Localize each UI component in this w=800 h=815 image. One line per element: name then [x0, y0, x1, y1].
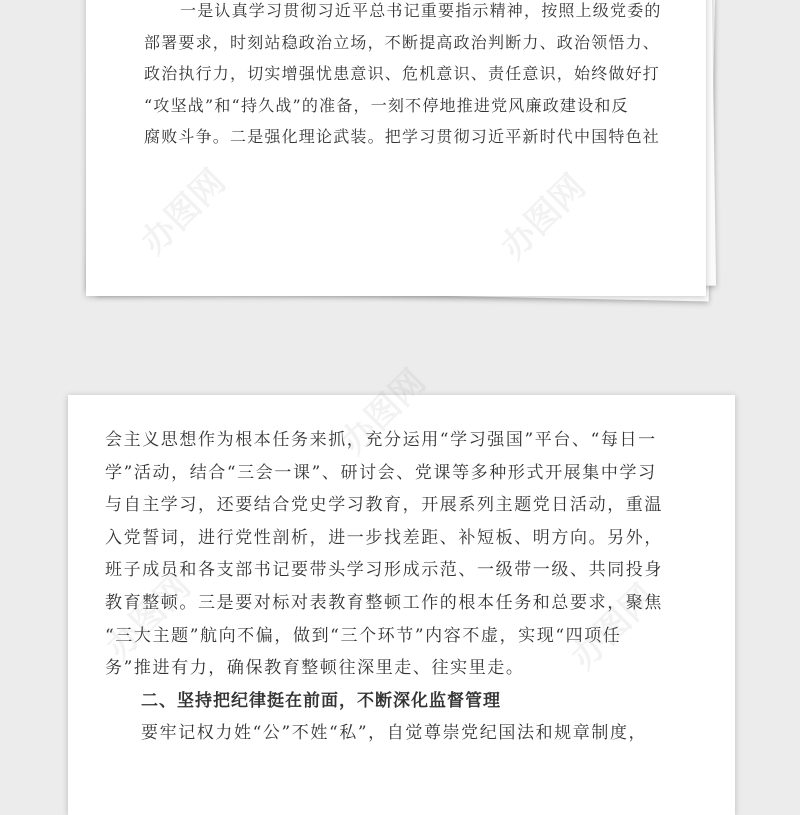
section-heading: 二、坚持把纪律挺在前面，不断深化监督管理: [141, 690, 501, 711]
text-line: 要牢记权力姓“公”不姓“私”，自觉尊崇党纪国法和规章制度，: [141, 723, 648, 744]
text-line: 入党誓词，进行党性剖析，进一步找差距、补短板、明方向。另外，: [105, 527, 663, 548]
text-line: 部署要求，时刻站稳政治立场，不断提高政治判断力、政治领悟力、: [144, 32, 661, 52]
text-line: 务”推进有力，确保教育整顿往深里走、往实里走。: [105, 658, 525, 679]
text-line: 一是认真学习贯彻习近平总书记重要指示精神，按照上级党委的: [180, 1, 662, 20]
document-page-bottom: [68, 395, 735, 815]
text-line: 教育整顿。三是要对标对表教育整顿工作的根本任务和总要求，聚焦: [105, 592, 663, 613]
top-paragraph: [144, 0, 689, 153]
text-line: “三大主题”航向不偏，做到“三个环节”内容不虚，实现“四项任: [105, 625, 622, 646]
text-line: 学”活动，结合“三会一课”、研讨会、党课等多种形式开展集中学习: [105, 462, 657, 483]
text-line: 会主义思想作为根本任务来抓，充分运用“学习强国”平台、“每日一: [105, 430, 657, 450]
text-line: 腐败斗争。二是强化理论武装。把学习贯彻习近平新时代中国特色社: [144, 127, 661, 146]
document-page-top: [86, 0, 706, 296]
text-line: 与自主学习，还要结合党史学习教育，开展系列主题党日活动，重温: [105, 495, 663, 516]
text-line: 班子成员和各支部书记要带头学习形成示范、一级带一级、共同投身: [105, 560, 663, 581]
text-line: 政治执行力，切实增强忧患意识、危机意识、责任意识，始终做好打: [144, 64, 661, 83]
text-line: “攻坚战”和“持久战”的准备，一刻不停地推进党风廉政建设和反: [144, 95, 629, 115]
bottom-paragraph: [105, 424, 705, 750]
